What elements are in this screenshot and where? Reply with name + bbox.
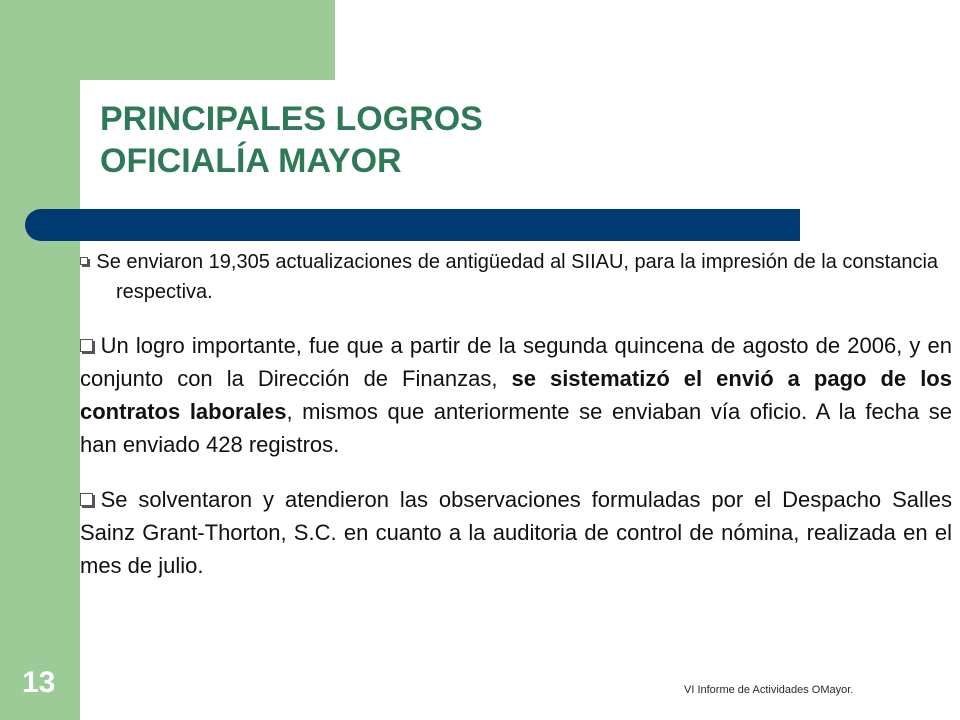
bullet-text-2-after: , mismos que anteriormente se enviaban vía oficio. A la fecha se han enviado 428 registros. (80, 399, 953, 457)
bullet-text-1: Se enviaron 19,305 actualizaciones de antigüedad al SIIAU, para la impresión de la constancia respectiva. (96, 251, 939, 303)
bullet-item-1 (80, 247, 952, 307)
slide-body (80, 247, 952, 582)
slide-title-line2: OFICIALÍA MAYOR (100, 142, 402, 180)
checkbox-bullet-icon (80, 257, 88, 265)
slide-title-line1: PRINCIPALES LOGROS (100, 100, 483, 138)
footer-text: VI Informe de Actividades OMayor. (684, 684, 854, 696)
bullet-text-3: Se solventaron y atendieron las observaciones formuladas por el Despacho Salles Sainz Grant-Thorton, S.C. en cuanto a la auditoria de control de nómina, realizada en el mes de julio. (80, 487, 952, 578)
checkbox-bullet-icon (80, 339, 93, 352)
green-side-band (0, 0, 80, 720)
title-divider-bar (25, 209, 800, 241)
slide-title (100, 98, 483, 182)
green-top-band (80, 0, 335, 80)
bullet-text-2-before: Un logro importante, fue que a partir de la segunda quincena de agosto de 2006, y en conjunto con la Dirección de Finanzas, (80, 333, 952, 391)
bullet-item-2 (80, 329, 952, 461)
bullet-item-3 (80, 483, 952, 582)
checkbox-bullet-icon (80, 493, 93, 506)
bullet-text-2-bold: se sistematizó el envió a pago de los contratos laborales (80, 366, 952, 424)
page-number: 13 (22, 666, 56, 699)
